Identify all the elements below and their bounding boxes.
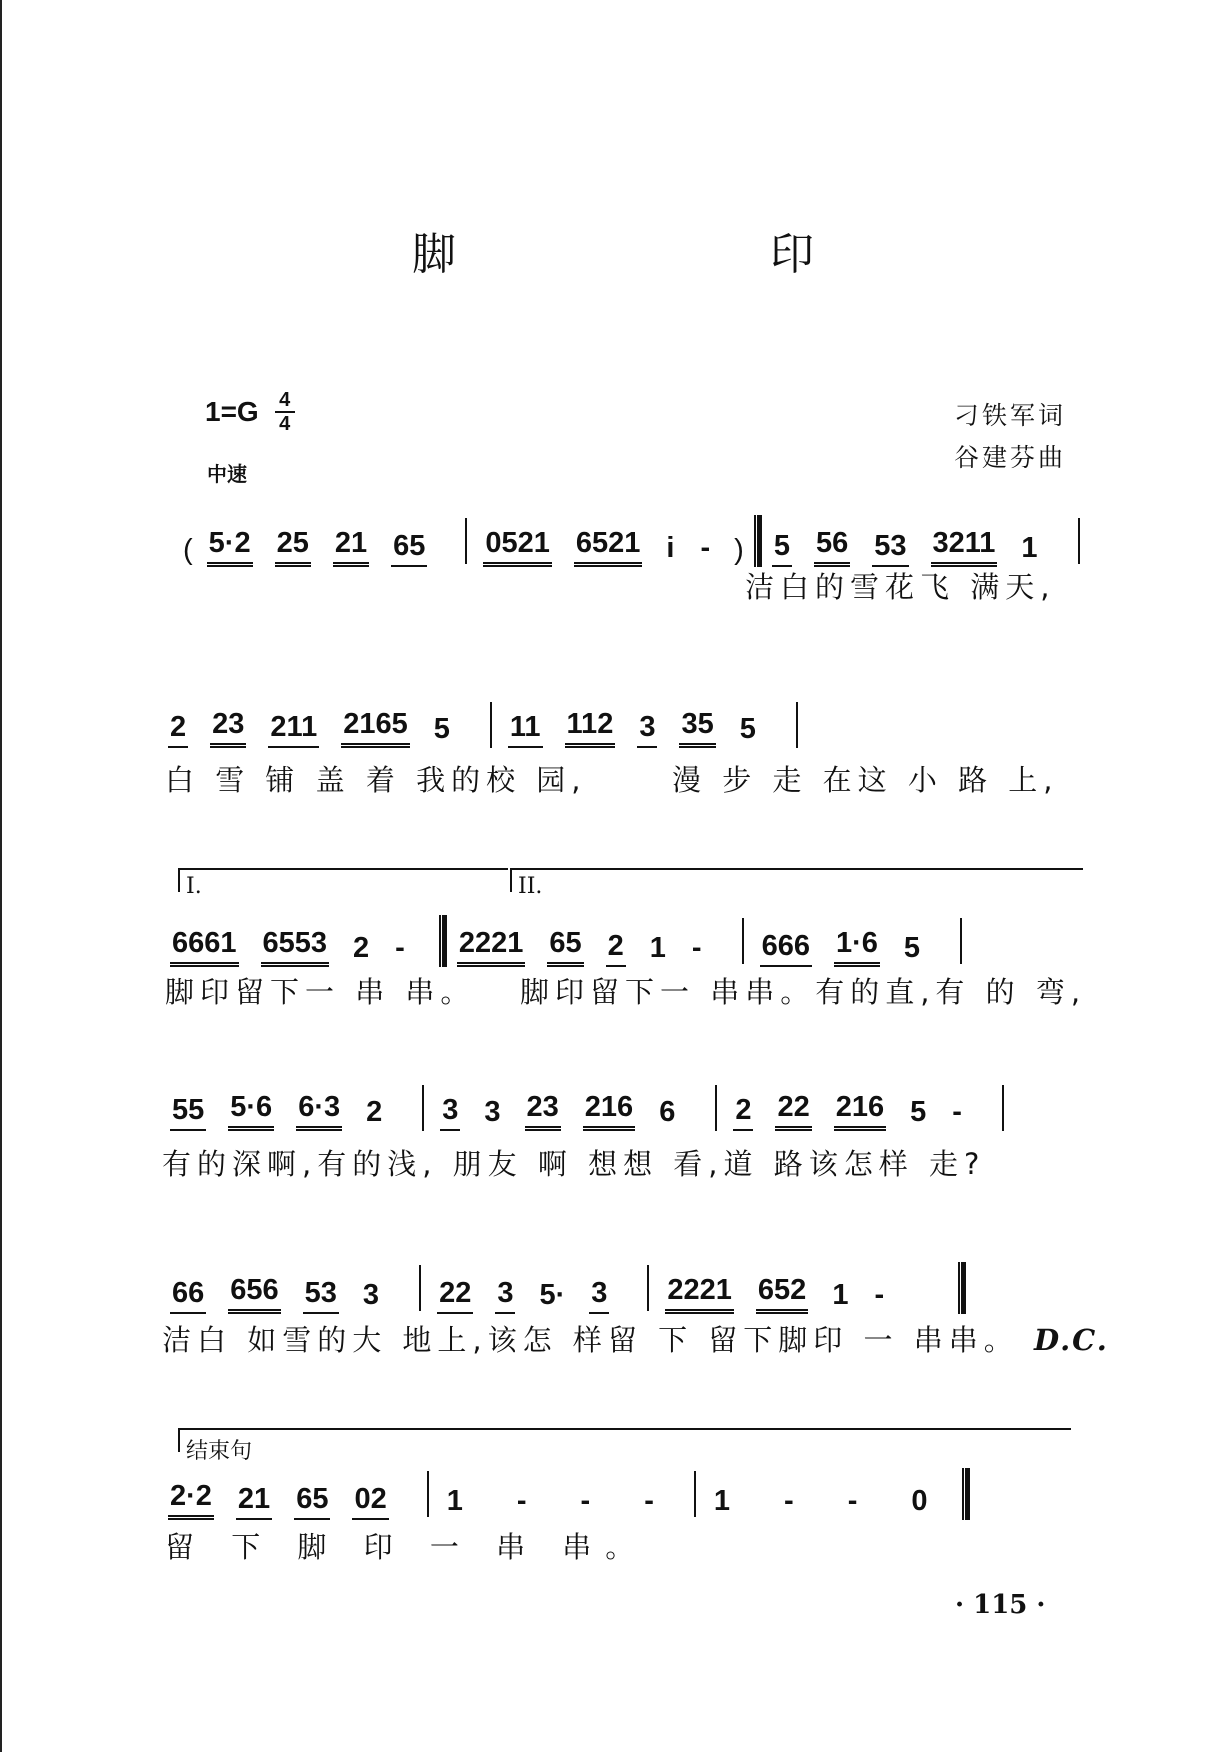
- repeat-end-barline: [439, 915, 447, 967]
- barline: [960, 918, 962, 964]
- tempo-marking: 中速: [207, 462, 247, 486]
- barline: [715, 1085, 717, 1131]
- barline: [796, 702, 798, 748]
- notation-line-6: 2·2 21 65 02 1 - - - 1 - - 0: [168, 1468, 980, 1520]
- lyrics-line-1: 洁白的雪花飞 满天,: [745, 570, 1056, 604]
- lyrics-line-6: 留 下 脚 印 一 串 串。: [165, 1530, 649, 1564]
- song-title: 脚 印: [412, 229, 964, 280]
- lyricist: 刁铁军词: [954, 401, 1067, 430]
- barline: [1002, 1085, 1004, 1131]
- lyrics-line-4: 有的深啊,有的浅, 朋友 啊 想想 看,道 路该怎样 走?: [162, 1147, 986, 1181]
- key-signature: [205, 390, 295, 434]
- barline: [465, 518, 467, 564]
- lyrics-line-2b: 漫 步 走 在这 小 路 上,: [672, 763, 1059, 797]
- notation-line-3: 6661 6553 2 - 2221 65 2 1 - 666 1·6 5: [170, 915, 978, 967]
- notation-line-4: 55 5·6 6·3 2 3 3 23 216 6 2 22 216 5 -: [170, 1085, 1020, 1131]
- barline: [427, 1471, 429, 1517]
- barline: [694, 1471, 696, 1517]
- lyrics-line-2a: 白 雪 铺 盖 着 我的校 园,: [165, 763, 587, 797]
- barline: [647, 1265, 649, 1311]
- page-number: · 115 ·: [955, 1590, 1046, 1620]
- time-signature: $\frac{4}{4}$: [275, 390, 295, 434]
- barline: [490, 702, 492, 748]
- lyrics-line-3b: 脚印留下一 串串。有的直,有 的 弯,: [520, 975, 1087, 1009]
- credits: [954, 395, 1066, 479]
- composer: 谷建芬曲: [954, 443, 1067, 472]
- final-barline: [962, 1468, 970, 1520]
- lyrics-line-5: 洁白 如雪的大 地上,该怎 样留 下 留下脚印 一 串串。 D.C.: [162, 1323, 1109, 1357]
- barline: [1078, 518, 1080, 564]
- notation-line-2: 2 23 211 2165 5 11 112 3 35 5: [168, 702, 814, 748]
- barline: [742, 918, 744, 964]
- da-capo-marking: D.C.: [1033, 1323, 1109, 1357]
- lyrics-line-3a: 脚印留下一 串 串。: [165, 975, 476, 1009]
- notation-line-5: 66 656 53 3 22 3 5· 3 2221 652 1 -: [170, 1262, 976, 1314]
- barline: [419, 1265, 421, 1311]
- notation-line-1: ( 5·2 25 21 65 0521 6521 i - ) 5 56 53 3211 1: [183, 515, 1096, 567]
- barline: [422, 1085, 424, 1131]
- volta-2: II.: [510, 868, 1083, 892]
- repeat-start-barline: [754, 515, 762, 567]
- final-barline: [958, 1262, 966, 1314]
- ending-bracket: 结束句: [178, 1428, 1071, 1452]
- key-label: 1=G: [205, 396, 259, 427]
- volta-1: I.: [178, 868, 508, 892]
